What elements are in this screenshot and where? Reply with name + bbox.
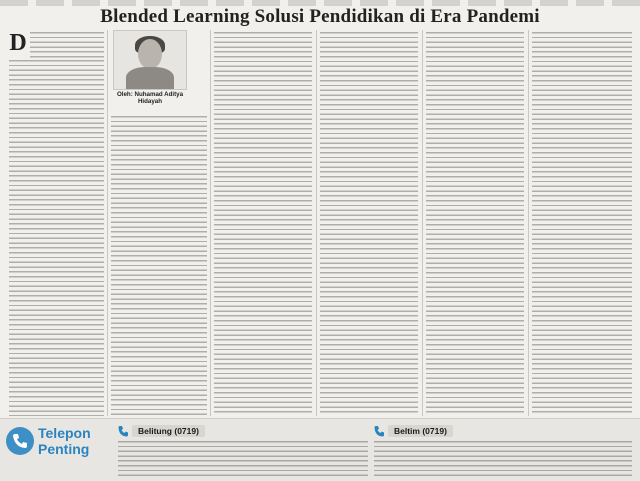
phone-icon: [6, 427, 34, 455]
author-byline: Oleh: Nuhamad Aditya Hidayah: [116, 91, 184, 105]
article-text-column-5: [426, 32, 524, 416]
column-rule: [422, 30, 423, 416]
author-photo: [113, 30, 187, 90]
phone-icon: [118, 425, 128, 437]
column-rule: [210, 30, 211, 416]
article-text-column-2: [111, 116, 207, 416]
phone-icon: [374, 425, 384, 437]
phone-logo-word-telepon: Telepon: [38, 425, 91, 441]
article-text-column-3: [214, 32, 312, 416]
article-text-column-4: [320, 32, 418, 416]
directory-listing-belitung: [118, 441, 368, 477]
article-text-column-1a: [30, 32, 104, 58]
article-text-column-1b: [9, 60, 104, 416]
author-shoulders: [126, 67, 174, 90]
author-face: [138, 39, 162, 69]
phone-logo-word-penting: Penting: [38, 441, 90, 457]
column-rule: [107, 30, 108, 416]
article-headline: Blended Learning Solusi Pendidikan di Era Pandemi: [100, 6, 540, 27]
region-label-beltim: Beltim (0719): [388, 425, 453, 437]
article-text-column-6: [532, 32, 632, 416]
column-rule: [316, 30, 317, 416]
phone-directory-footer: [0, 418, 640, 481]
phone-directory-logo: [6, 423, 110, 463]
drop-cap: D: [9, 30, 27, 56]
column-rule: [528, 30, 529, 416]
directory-listing-beltim: [374, 441, 632, 477]
region-label-belitung: Belitung (0719): [132, 425, 205, 437]
